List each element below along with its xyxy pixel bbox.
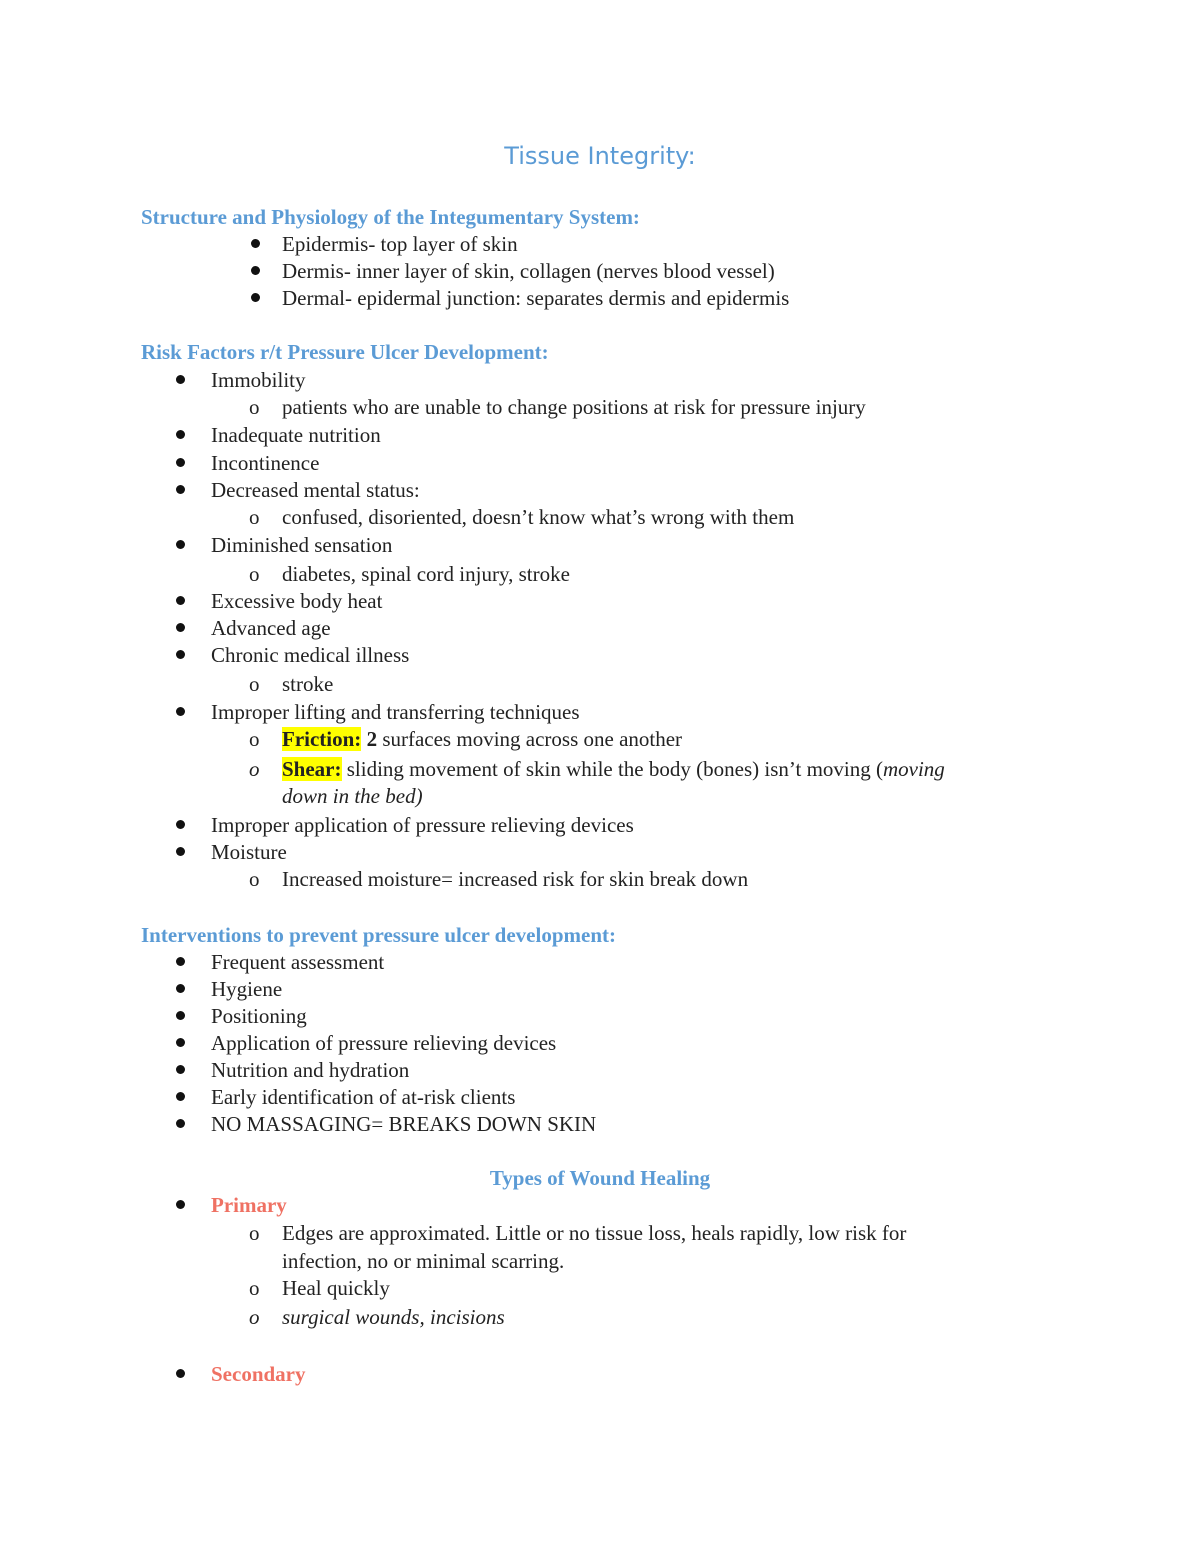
sub-list-item: diabetes, spinal cord injury, stroke [282, 562, 570, 586]
list-item: Decreased mental status: [211, 478, 420, 502]
list-item: Inadequate nutrition [211, 423, 381, 447]
bullet-icon [176, 1119, 185, 1128]
list-item: Dermal- epidermal junction: separates dermis and epidermis [282, 286, 790, 310]
bullet-icon [176, 984, 185, 993]
list-item: Improper lifting and transferring techniques [211, 700, 580, 724]
sub-list-item: surgical wounds, incisions [282, 1305, 505, 1329]
list-item: Frequent assessment [211, 950, 385, 974]
list-item: Advanced age [211, 616, 331, 640]
list-item: Positioning [211, 1004, 307, 1028]
sub-bullet-marker: o [249, 395, 260, 419]
sub-bullet-marker: o [249, 672, 260, 696]
list-item: Improper application of pressure relieving devices [211, 813, 634, 837]
sub-bullet-marker: o [249, 505, 260, 529]
shear-continuation: down in the bed) [282, 784, 423, 808]
list-item: Dermis- inner layer of skin, collagen (nerves blood vessel) [282, 259, 775, 283]
bullet-icon [176, 430, 185, 439]
sub-list-item: patients who are unable to change positions at risk for pressure injury [282, 395, 866, 419]
shear-text: sliding movement of skin while the body (bones) isn’t moving ( [341, 757, 883, 781]
bullet-icon [176, 957, 185, 966]
list-item: Diminished sensation [211, 533, 393, 557]
sub-bullet-marker: o [249, 562, 260, 586]
list-item: Epidermis- top layer of skin [282, 232, 518, 256]
bullet-icon [176, 1065, 185, 1074]
bullet-icon [176, 707, 185, 716]
bullet-icon [176, 1369, 185, 1378]
list-item: Early identification of at-risk clients [211, 1085, 516, 1109]
section-heading-interventions: Interventions to prevent pressure ulcer development: [141, 923, 616, 947]
section-heading-risk-factors: Risk Factors r/t Pressure Ulcer Development: [141, 340, 549, 364]
sub-list-item-friction [282, 726, 682, 752]
list-item: Immobility [211, 368, 306, 392]
sub-bullet-marker: o [249, 1221, 260, 1245]
sub-bullet-marker: o [249, 727, 260, 751]
list-item: Incontinence [211, 451, 320, 475]
bullet-icon [176, 596, 185, 605]
sub-list-item: Edges are approximated. Little or no tissue loss, heals rapidly, low risk for [282, 1221, 907, 1245]
list-item: Chronic medical illness [211, 643, 410, 667]
secondary-heading: Secondary [211, 1362, 306, 1386]
section-heading-wound-healing: Types of Wound Healing [489, 1166, 711, 1190]
bullet-icon [251, 266, 260, 275]
bullet-icon [176, 540, 185, 549]
bullet-icon [176, 1200, 185, 1209]
list-item: Moisture [211, 840, 287, 864]
primary-heading: Primary [211, 1193, 287, 1217]
list-item: Hygiene [211, 977, 283, 1001]
list-item: Excessive body heat [211, 589, 383, 613]
sub-list-item-continuation: infection, no or minimal scarring. [282, 1249, 565, 1273]
sub-bullet-marker: o [249, 757, 260, 781]
bullet-icon [176, 1038, 185, 1047]
section-heading-structure: Structure and Physiology of the Integumentary System: [141, 205, 640, 229]
list-item: Application of pressure relieving devices [211, 1031, 557, 1055]
shear-label: Shear: [282, 757, 342, 781]
sub-list-item: Heal quickly [282, 1276, 390, 1300]
sub-list-item: stroke [282, 672, 334, 696]
shear-italic-text: moving [882, 757, 945, 781]
bullet-icon [176, 847, 185, 856]
sub-bullet-marker: o [249, 1276, 260, 1300]
friction-text: surfaces moving across one another [377, 727, 683, 751]
list-item: NO MASSAGING= BREAKS DOWN SKIN [211, 1112, 597, 1136]
bullet-icon [176, 623, 185, 632]
friction-label: Friction: [282, 727, 362, 751]
sub-list-item: confused, disoriented, doesn’t know what’s wrong with them [282, 505, 795, 529]
bullet-icon [176, 1092, 185, 1101]
list-item: Nutrition and hydration [211, 1058, 410, 1082]
bullet-icon [251, 239, 260, 248]
friction-number: 2 [366, 727, 378, 751]
sub-list-item-shear [282, 756, 945, 782]
sub-list-item: Increased moisture= increased risk for skin break down [282, 867, 749, 891]
sub-bullet-marker: o [249, 867, 260, 891]
bullet-icon [176, 650, 185, 659]
bullet-icon [176, 458, 185, 467]
bullet-icon [176, 375, 185, 384]
bullet-icon [251, 293, 260, 302]
page-title: Tissue Integrity: [504, 142, 696, 170]
bullet-icon [176, 820, 185, 829]
sub-bullet-marker: o [249, 1305, 260, 1329]
bullet-icon [176, 1011, 185, 1020]
bullet-icon [176, 485, 185, 494]
